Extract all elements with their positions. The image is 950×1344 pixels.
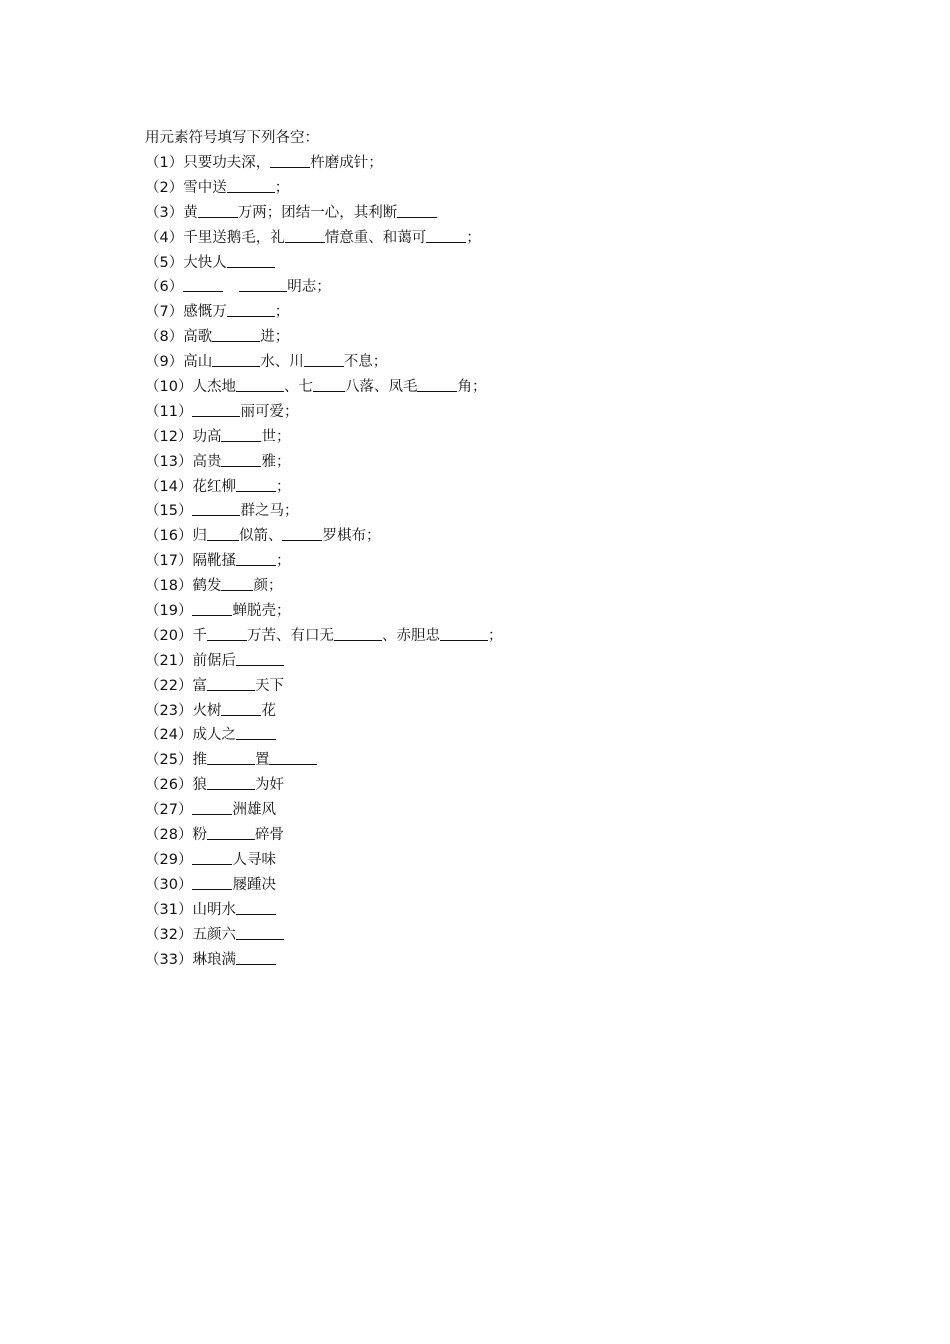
question-line — [145, 699, 502, 724]
answer-blank[interactable] — [417, 376, 457, 392]
answer-blank[interactable] — [227, 252, 275, 268]
question-text: 天下 — [254, 677, 284, 694]
answer-blank[interactable] — [183, 276, 223, 292]
question-line — [145, 948, 502, 973]
answer-blank[interactable] — [221, 451, 261, 467]
question-line — [145, 574, 502, 599]
question-text: 花 — [261, 702, 276, 719]
question-line — [145, 798, 502, 823]
question-line — [145, 350, 502, 375]
question-text: 成人之 — [192, 727, 236, 744]
question-number: （19） — [145, 603, 193, 620]
question-text: 高贵 — [192, 453, 222, 470]
question-text: 黄 — [183, 204, 198, 221]
question-number: （27） — [145, 802, 193, 819]
question-text: 前倨后 — [192, 652, 236, 669]
question-text: 世； — [261, 428, 291, 445]
question-line — [145, 251, 502, 276]
question-line — [145, 898, 502, 923]
answer-blank[interactable] — [236, 949, 276, 965]
question-line — [145, 723, 502, 748]
answer-blank[interactable] — [192, 401, 240, 417]
question-number: （11） — [145, 403, 193, 420]
question-text: 丽可爱； — [240, 403, 299, 420]
question-line — [145, 524, 502, 549]
question-line — [145, 275, 502, 300]
answer-blank[interactable] — [192, 849, 232, 865]
question-line — [145, 773, 502, 798]
question-line — [145, 325, 502, 350]
answer-blank[interactable] — [285, 227, 325, 243]
answer-blank[interactable] — [236, 899, 276, 915]
question-text: ； — [275, 478, 291, 495]
answer-blank[interactable] — [236, 724, 276, 740]
question-text: 只要功夫深， — [183, 155, 271, 171]
question-text: 火树 — [192, 702, 222, 719]
question-text: 山明水 — [192, 901, 236, 918]
question-line — [145, 151, 502, 176]
answer-blank[interactable] — [269, 749, 317, 765]
question-text: 似箭、 — [238, 528, 283, 545]
answer-blank[interactable] — [221, 575, 253, 591]
question-text: 鹤发 — [192, 578, 222, 595]
question-text: ； — [274, 179, 290, 196]
question-line — [145, 475, 502, 500]
question-number: （31） — [145, 901, 193, 918]
question-text: 雪中送 — [183, 179, 227, 196]
question-number: （25） — [145, 752, 193, 769]
question-text: 不息； — [343, 354, 388, 371]
question-line — [145, 400, 502, 425]
question-text: 角； — [457, 379, 487, 396]
question-text: 千 — [192, 627, 207, 644]
question-text: ； — [275, 553, 291, 570]
question-number: （17） — [145, 553, 193, 570]
answer-blank[interactable] — [207, 824, 255, 840]
question-text: 明志； — [287, 279, 331, 296]
question-text: 、赤胆忠 — [381, 627, 440, 644]
question-number: （22） — [145, 677, 193, 694]
question-number: （18） — [145, 578, 193, 595]
question-text: 八落、凤毛 — [344, 379, 418, 396]
question-text: 隔靴搔 — [192, 553, 236, 570]
question-text: 洲雄风 — [232, 802, 276, 819]
question-line — [145, 624, 502, 649]
question-line — [145, 499, 502, 524]
question-text: 富 — [192, 677, 207, 694]
answer-blank[interactable] — [227, 177, 275, 193]
question-text: 高山 — [183, 354, 213, 371]
question-text: 进； — [260, 329, 290, 346]
answer-blank[interactable] — [198, 202, 238, 218]
question-line — [145, 873, 502, 898]
question-line — [145, 599, 502, 624]
answer-blank[interactable] — [236, 650, 284, 666]
question-line — [145, 375, 502, 400]
question-line — [145, 649, 502, 674]
question-text: 狼 — [192, 777, 207, 794]
question-text: 人寻味 — [232, 851, 276, 868]
question-number: （14） — [145, 478, 193, 495]
answer-blank[interactable] — [221, 426, 261, 442]
question-text: 杵磨成针； — [310, 155, 383, 171]
question-line — [145, 201, 502, 226]
question-number: （4） — [145, 229, 184, 246]
answer-blank[interactable] — [236, 476, 276, 492]
question-number: （3） — [145, 204, 184, 221]
answer-blank[interactable] — [192, 600, 232, 616]
question-number: （33） — [145, 951, 193, 968]
question-text: 感慨万 — [183, 304, 227, 321]
question-text: 颜； — [253, 578, 283, 595]
answer-blank[interactable] — [440, 625, 488, 641]
answer-blank[interactable] — [192, 500, 240, 516]
question-number: （32） — [145, 926, 193, 943]
question-number: （1） — [145, 155, 184, 171]
question-text: 推 — [192, 752, 207, 769]
question-number: （24） — [145, 727, 193, 744]
question-line — [145, 450, 502, 475]
answer-blank[interactable] — [313, 376, 345, 392]
answer-blank[interactable] — [227, 301, 275, 317]
question-text: 五颜六 — [192, 926, 236, 943]
answer-blank[interactable] — [304, 351, 344, 367]
answer-blank[interactable] — [212, 351, 260, 367]
answer-blank[interactable] — [426, 227, 466, 243]
question-text: 置 — [254, 752, 270, 769]
question-number: （6） — [145, 279, 184, 296]
question-number: （9） — [145, 354, 184, 371]
question-text: ； — [466, 229, 481, 246]
answer-blank[interactable] — [397, 202, 437, 218]
question-text: 功高 — [192, 428, 222, 445]
answer-blank[interactable] — [282, 525, 322, 541]
question-number: （12） — [145, 428, 193, 445]
question-text: 花红柳 — [192, 478, 236, 495]
question-line — [145, 300, 502, 325]
question-number: （21） — [145, 652, 193, 669]
question-number: （8） — [145, 329, 184, 346]
question-line — [145, 848, 502, 873]
answer-blank[interactable] — [239, 276, 287, 292]
question-text: 粉 — [192, 827, 207, 844]
question-line — [145, 923, 502, 948]
question-text: 、七 — [283, 379, 313, 396]
question-text: ； — [487, 627, 503, 644]
exercise-block — [145, 126, 502, 972]
answer-blank[interactable] — [207, 625, 247, 641]
question-line — [145, 425, 502, 450]
answer-blank[interactable] — [207, 525, 239, 541]
question-text: 为奸 — [254, 777, 284, 794]
question-text: 人杰地 — [192, 379, 236, 396]
question-number: （28） — [145, 827, 193, 844]
question-line — [145, 674, 502, 699]
question-text: 情意重、和蔼可 — [324, 229, 427, 246]
question-text: ； — [274, 304, 290, 321]
question-text: 水、川 — [260, 354, 304, 371]
question-text: 大快人 — [183, 254, 227, 271]
question-line — [145, 176, 502, 201]
question-number: （23） — [145, 702, 193, 719]
question-text: 高歌 — [183, 329, 213, 346]
question-text: 琳琅满 — [192, 951, 236, 968]
answer-blank[interactable] — [212, 326, 260, 342]
question-number: （30） — [145, 876, 193, 893]
question-number: （2） — [145, 179, 184, 196]
answer-blank[interactable] — [270, 152, 310, 168]
question-number: （20） — [145, 627, 193, 644]
question-number: （5） — [145, 254, 184, 271]
question-text: 万苦、有口无 — [246, 627, 334, 644]
question-text: 罗棋布； — [322, 528, 381, 545]
answer-blank[interactable] — [207, 675, 255, 691]
answer-blank[interactable] — [192, 874, 232, 890]
question-line — [145, 226, 502, 251]
answer-blank[interactable] — [221, 700, 261, 716]
question-text: 蝉脱壳； — [232, 603, 291, 620]
answer-blank[interactable] — [236, 376, 284, 392]
answer-blank[interactable] — [334, 625, 382, 641]
question-number: （10） — [145, 379, 193, 396]
answer-blank[interactable] — [207, 749, 255, 765]
answer-blank[interactable] — [236, 550, 276, 566]
question-number: （13） — [145, 453, 193, 470]
question-text: 群之马； — [240, 503, 299, 520]
question-line — [145, 823, 502, 848]
answer-blank[interactable] — [192, 799, 232, 815]
question-number: （16） — [145, 528, 193, 545]
question-number: （15） — [145, 503, 193, 520]
answer-blank[interactable] — [207, 774, 255, 790]
instruction-text: 用元素符号填写下列各空： — [145, 130, 319, 146]
question-number: （7） — [145, 304, 184, 321]
question-text: 万两；团结一心，其利断 — [237, 204, 398, 221]
question-number: （26） — [145, 777, 193, 794]
question-text: 归 — [192, 528, 207, 545]
answer-blank[interactable] — [236, 924, 284, 940]
question-line — [145, 748, 502, 773]
question-text: 千里送鹅毛，礼 — [183, 229, 285, 246]
question-text: 屦踵决 — [232, 876, 276, 893]
question-text: 雅； — [261, 453, 291, 470]
question-number: （29） — [145, 851, 193, 868]
question-line — [145, 549, 502, 574]
question-text: 碎骨 — [254, 827, 284, 844]
